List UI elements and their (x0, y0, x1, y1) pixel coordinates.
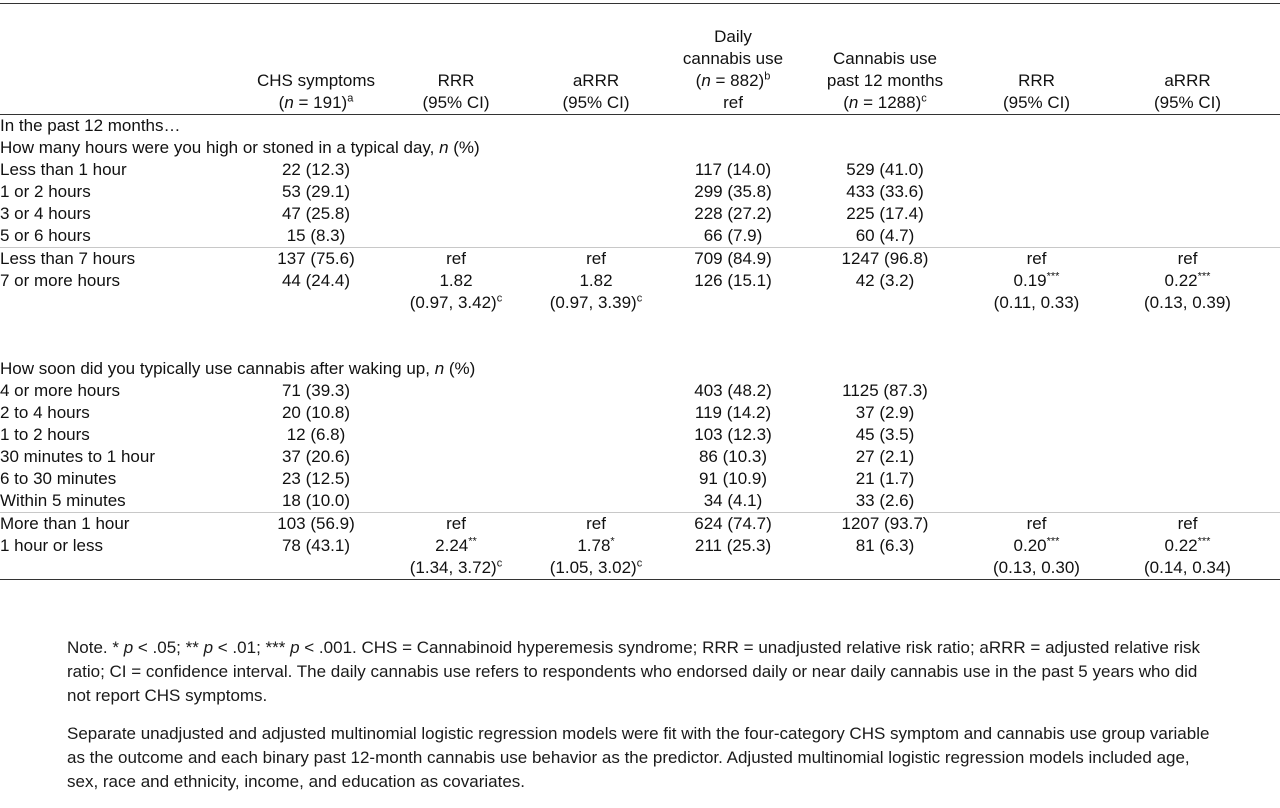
past-value: 433 (33.6) (846, 182, 924, 201)
header-chs-symptoms: CHS symptoms (n = 191)$^a$ (238, 4, 394, 115)
rrr2-value: ref (978, 248, 1095, 271)
daily-value: 86 (10.3) (698, 447, 768, 466)
past-value: 225 (17.4) (846, 204, 924, 223)
row-label: 6 to 30 minutes (0, 469, 117, 488)
chs-value: 47 (25.8) (281, 204, 351, 223)
past-value: 42 (3.2) (855, 271, 915, 290)
arrr-ci: (1.05, 3.02)$^c$ (518, 557, 674, 580)
arrr-ci: (0.97, 3.39)$^c$ (549, 292, 643, 312)
header-row (0, 4, 1280, 115)
rrr2-value: 0.20*** (1013, 535, 1060, 555)
row-label: 1 to 2 hours (0, 425, 90, 444)
table-row (0, 402, 1280, 424)
rrr2-ci: (0.11, 0.33) (993, 293, 1080, 312)
note-paragraph-2: Separate unadjusted and adjusted multinomial logistic regression models were fit with the four-category CHS symptom and cannabis use group variable as the outcome and each binary past 12-month cannabis use behavior as the predictor. Adjusted multinomial logistic regression models included age, sex, race and ethnicity, income, and education as covariates. (67, 724, 1210, 791)
table-row (0, 181, 1280, 203)
rrr-value: 1.82 (439, 271, 473, 290)
question-2-title: How soon did you typically use cannabis after waking up, n (%) (0, 359, 476, 378)
table-row (0, 513, 1280, 536)
daily-value: 299 (35.8) (694, 182, 772, 201)
row-label: 3 or 4 hours (0, 204, 91, 223)
header-stub (0, 4, 238, 115)
table-notes (67, 636, 1217, 808)
daily-value: 126 (15.1) (694, 271, 772, 290)
rrr-ci: (0.97, 3.42)$^c$ (409, 292, 503, 312)
past-value: 37 (2.9) (855, 403, 915, 422)
daily-value: 91 (10.9) (698, 469, 768, 488)
daily-value: 403 (48.2) (694, 381, 772, 400)
chs-value: 22 (12.3) (281, 160, 351, 179)
chs-value: 15 (8.3) (286, 226, 346, 245)
arrr-value: 1.82 (579, 271, 613, 290)
results-table (0, 4, 1280, 580)
past-value: 45 (3.5) (855, 425, 915, 444)
ci-row (0, 557, 1280, 580)
table-row (0, 380, 1280, 402)
chs-value: 44 (24.4) (281, 271, 351, 290)
header-cannabis-past-12-months: Cannabis use past 12 months (n = 1288)$^c$ (792, 4, 978, 115)
daily-value: 228 (27.2) (694, 204, 772, 223)
chs-value: 18 (10.0) (281, 491, 351, 510)
row-label: 30 minutes to 1 hour (0, 447, 155, 466)
past-value: 1207 (93.7) (792, 513, 978, 536)
past-value: 33 (2.6) (855, 491, 915, 510)
chs-value: 71 (39.3) (281, 381, 351, 400)
arrr2-value: 0.22*** (1164, 535, 1211, 555)
chs-value: 103 (56.9) (238, 513, 394, 536)
table-row (0, 203, 1280, 225)
row-label: 1 or 2 hours (0, 182, 91, 201)
past-value: 21 (1.7) (855, 469, 915, 488)
rrr2-value: 0.19*** (1013, 270, 1060, 290)
chs-value: 20 (10.8) (281, 403, 351, 422)
row-label: 4 or more hours (0, 381, 120, 400)
question-title-row (0, 137, 1280, 159)
table-row (0, 248, 1280, 271)
past-value: 27 (2.1) (855, 447, 915, 466)
question-1-title: How many hours were you high or stoned in a typical day, n (%) (0, 138, 480, 157)
table-row (0, 490, 1280, 513)
chs-value: 78 (43.1) (281, 536, 351, 555)
arrr2-ci: (0.14, 0.34) (1095, 557, 1280, 580)
question-title-row (0, 358, 1280, 380)
arrr2-value: ref (1095, 513, 1280, 536)
arrr-value: ref (518, 513, 674, 536)
row-label: 5 or 6 hours (0, 226, 91, 245)
past-value: 529 (41.0) (846, 160, 924, 179)
row-label: Less than 7 hours (0, 248, 238, 271)
rrr2-ci: (0.13, 0.30) (978, 557, 1095, 580)
daily-value: 103 (12.3) (694, 425, 772, 444)
header-arrr-2: aRRR (95% CI) (1095, 4, 1280, 115)
daily-value: 624 (74.7) (674, 513, 792, 536)
table-row (0, 225, 1280, 248)
ci-row (0, 292, 1280, 314)
section-intro: In the past 12 months… (0, 116, 181, 135)
past-value: 60 (4.7) (855, 226, 915, 245)
table-row (0, 535, 1280, 557)
arrr2-ci: (0.13, 0.39) (1144, 293, 1231, 312)
table-row (0, 270, 1280, 292)
past-value: 81 (6.3) (855, 536, 915, 555)
arrr2-value: ref (1095, 248, 1280, 271)
daily-value: 119 (14.2) (694, 403, 772, 422)
header-rrr-1: RRR (95% CI) (394, 4, 518, 115)
rrr-ci: (1.34, 3.72)$^c$ (394, 557, 518, 580)
rrr2-value: ref (978, 513, 1095, 536)
note-paragraph-1: Note. * p < .05; ** p < .01; *** p < .001. CHS = Cannabinoid hyperemesis syndrome; RRR = unadjusted relative risk ratio; aRRR = adjusted relative risk ratio; CI = confidence interval. The daily cannabis use refers to respondents who endorsed daily or near daily cannabis use in the past 5 years who did not report CHS symptoms. (67, 638, 1201, 705)
daily-value: 34 (4.1) (703, 491, 763, 510)
header-rrr-2: RRR (95% CI) (978, 4, 1095, 115)
chs-value: 37 (20.6) (281, 447, 351, 466)
row-label: Less than 1 hour (0, 160, 127, 179)
row-label: Within 5 minutes (0, 491, 126, 510)
arrr2-value: 0.22*** (1164, 270, 1211, 290)
row-label: More than 1 hour (0, 513, 238, 536)
table-row (0, 424, 1280, 446)
rrr-value: 2.24** (435, 535, 477, 555)
chs-value: 12 (6.8) (286, 425, 346, 444)
header-daily-cannabis-use: Daily cannabis use (n = 882)$^b$ ref (674, 4, 792, 115)
arrr-value: ref (518, 248, 674, 271)
rrr-value: ref (394, 513, 518, 536)
past-value: 1125 (87.3) (842, 381, 928, 400)
section-intro-row (0, 115, 1280, 138)
chs-value: 23 (12.5) (281, 469, 351, 488)
row-label: 2 to 4 hours (0, 403, 90, 422)
table-row (0, 446, 1280, 468)
arrr-value: 1.78* (577, 535, 615, 555)
daily-value: 211 (25.3) (694, 536, 772, 555)
daily-value: 66 (7.9) (703, 226, 763, 245)
past-value: 1247 (96.8) (792, 248, 978, 271)
table-row (0, 468, 1280, 490)
spacer-row (0, 314, 1280, 358)
daily-value: 117 (14.0) (694, 160, 772, 179)
chs-value: 53 (29.1) (281, 182, 351, 201)
daily-value: 709 (84.9) (674, 248, 792, 271)
row-label: 7 or more hours (0, 271, 120, 290)
chs-value: 137 (75.6) (238, 248, 394, 271)
table-row (0, 159, 1280, 181)
header-arrr-1: aRRR (95% CI) (518, 4, 674, 115)
rrr-value: ref (394, 248, 518, 271)
row-label: 1 hour or less (0, 536, 103, 555)
